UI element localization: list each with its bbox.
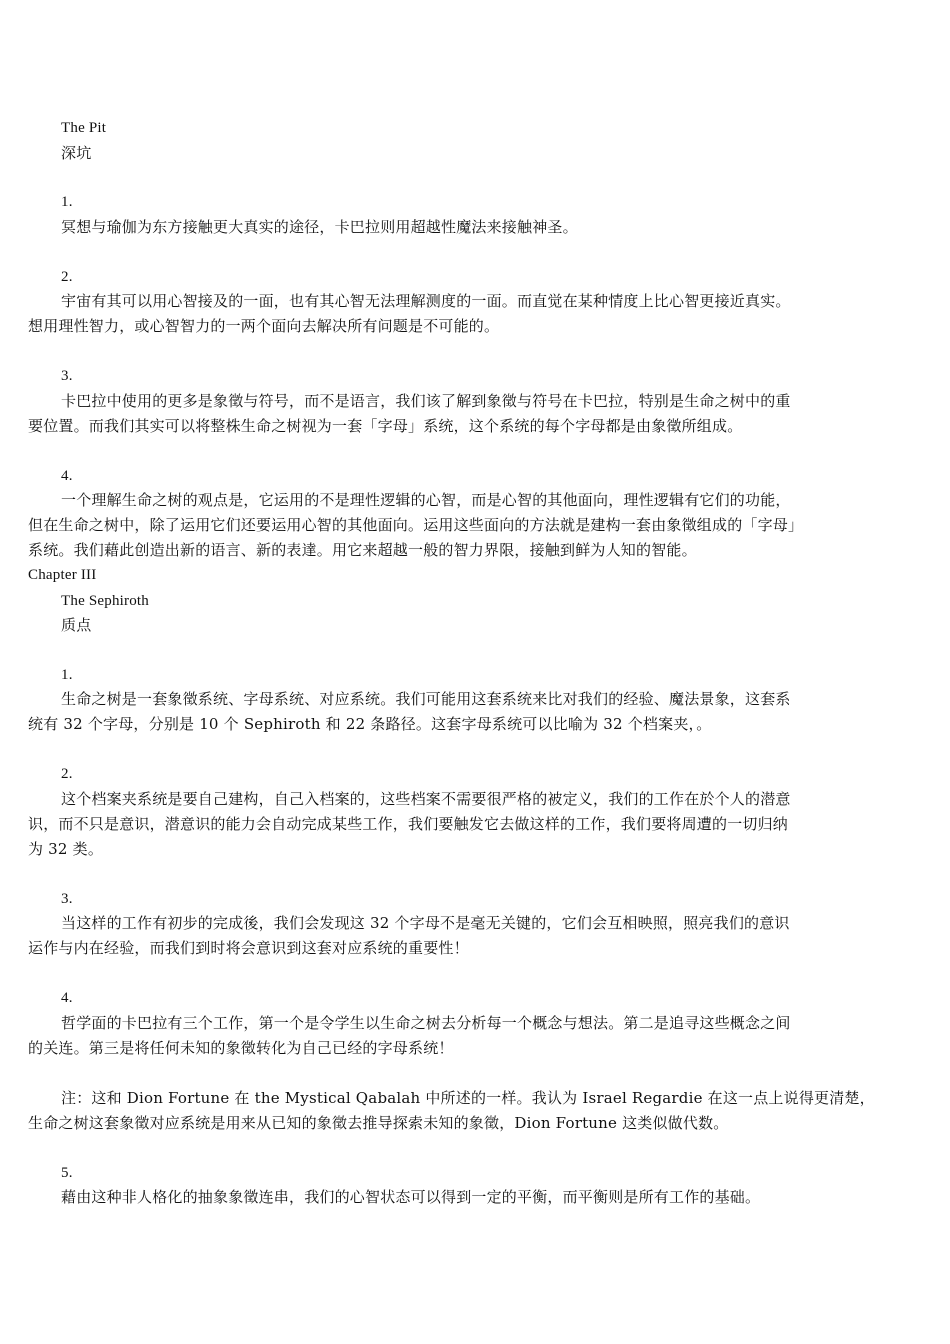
paragraph-line: 系统。我们藉此创造出新的语言、新的表達。用它来超越一般的智力界限，接触到鲜为人知的智能。 [28,541,697,559]
paragraph-line: 这个档案夹系统是要自己建构，自己入档案的，这些档案不需要很严格的被定义，我们的工作在於个人的潜意 [61,790,791,808]
paragraph-line: 的关连。第三是将任何未知的象徵转化为自己已经的字母系统！ [28,1039,454,1057]
paragraph-line: 藉由这种非人格化的抽象象徵连串，我们的心智状态可以得到一定的平衡，而平衡则是所有工作的基础。 [61,1188,761,1206]
paragraph-line: 想用理性智力，或心智智力的一两个面向去解决所有问题是不可能的。 [28,317,500,335]
section-title-en: The Sephiroth [61,593,150,609]
item-number: 1. [61,667,73,683]
paragraph-line: 一个理解生命之树的观点是，它运用的不是理性逻辑的心智，而是心智的其他面向，理性逻辑有它们的功能， [61,491,791,509]
paragraph-line: 当这样的工作有初步的完成後，我们会发现这 32 个字母不是毫无关键的，它们会互相映照，照亮我们的意识 [61,914,790,932]
section-title-en: The Pit [61,120,107,136]
paragraph-line: 哲学面的卡巴拉有三个工作，第一个是令学生以生命之树去分析每一个概念与想法。第二是追寻这些概念之间 [61,1014,791,1032]
item-number: 4. [61,468,73,484]
paragraph-line: 要位置。而我们其实可以将整株生命之树视为一套「字母」系统，这个系统的每个字母都是由象徵所组成。 [28,417,743,435]
paragraph-line: 生命之树是一套象徵系统、字母系统、对应系统。我们可能用这套系统来比对我们的经验、魔法景象，这套系 [61,690,791,708]
note-line: 生命之树这套象徵对应系统是用来从已知的象徵去推导探索未知的象徵，Dion Fortune 这类似做代数。 [28,1114,729,1132]
item-number: 4. [61,990,73,1006]
item-number: 2. [61,269,73,285]
item-number: 1. [61,194,73,210]
paragraph-line: 识，而不只是意识，潜意识的能力会自动完成某些工作，我们要触发它去做这样的工作，我们要将周遭的一切归纳 [28,815,789,833]
paragraph-line: 宇宙有其可以用心智接及的一面，也有其心智无法理解测度的一面。而直觉在某种情度上比心智更接近真实。 [61,292,791,310]
section-title-zh: 深坑 [61,144,92,162]
paragraph-line: 但在生命之树中，除了运用它们还要运用心智的其他面向。运用这些面向的方法就是建构一套由象徵组成的「字母」 [28,516,804,534]
item-number: 3. [61,368,73,384]
paragraph-line: 运作与内在经验，而我们到时将会意识到这套对应系统的重要性！ [28,939,469,957]
item-number: 2. [61,766,73,782]
section-title-zh: 质点 [61,616,92,634]
paragraph-line: 为 32 类。 [28,840,104,858]
item-number: 3. [61,891,73,907]
paragraph-line: 冥想与瑜伽为东方接触更大真实的途径，卡巴拉则用超越性魔法来接触神圣。 [61,218,578,236]
item-number: 5. [61,1165,73,1181]
chapter-heading: Chapter III [28,567,97,583]
note-line: 注：这和 Dion Fortune 在 the Mystical Qabalah 中所述的一样。我认为 Israel Regardie 在这一点上说得更清楚， [61,1089,875,1107]
paragraph-line: 卡巴拉中使用的更多是象徵与符号，而不是语言，我们该了解到象徵与符号在卡巴拉，特别是生命之树中的重 [61,392,791,410]
paragraph-line: 统有 32 个字母，分别是 10 个 Sephiroth 和 22 条路径。这套字母系统可以比喻为 32 个档案夹，。 [28,715,712,733]
